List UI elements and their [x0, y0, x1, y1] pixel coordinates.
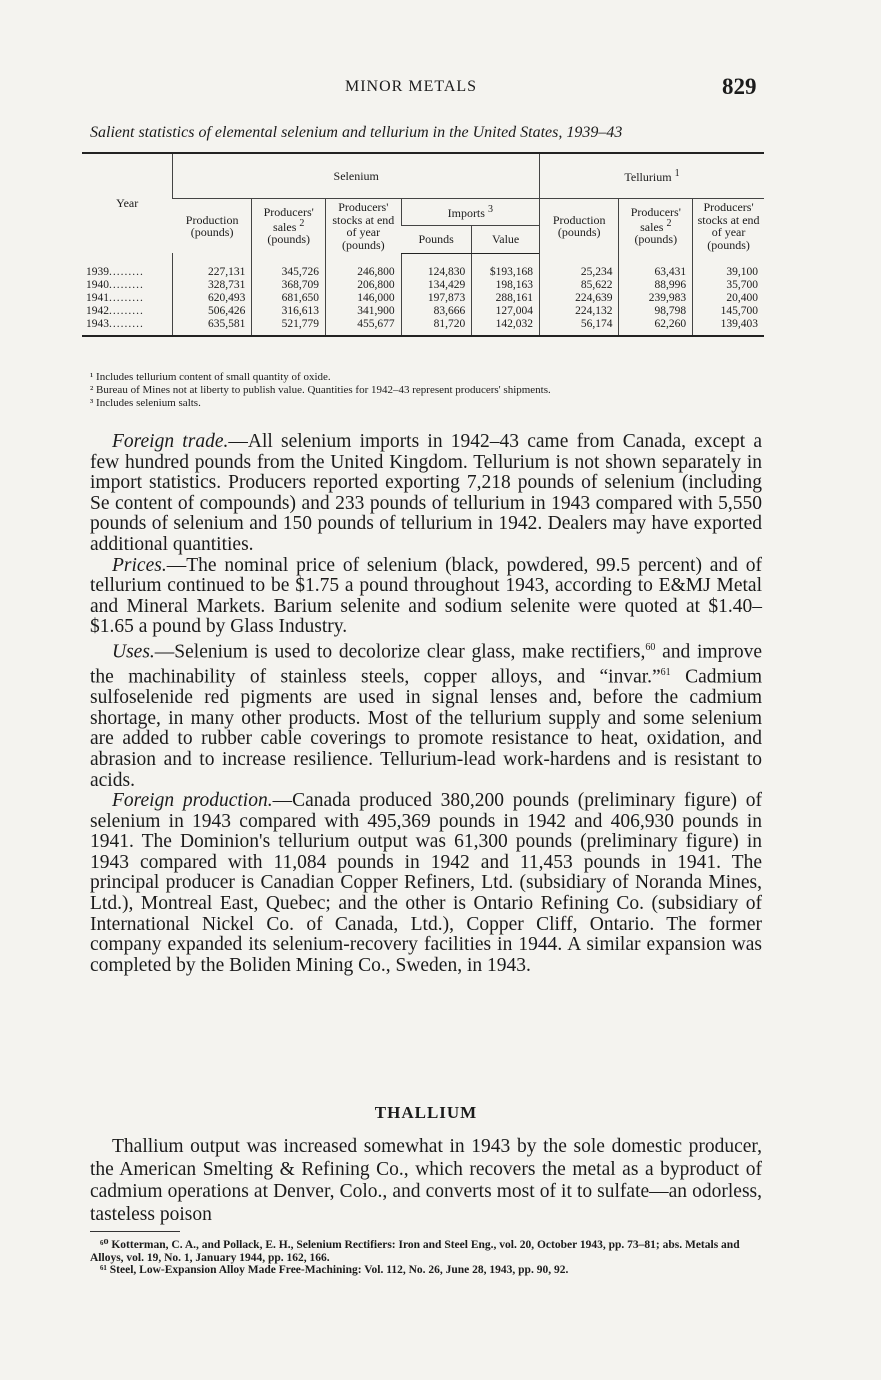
paragraph-foreign-production: Foreign production.—Canada produced 380,200 pounds (preliminary figure) of selenium in 1943 compared with 495,369 pounds in 1942 and 406,930 pounds in 1941. The Dominion's tellurium output was 61,300 pounds (preliminary figure) in 1943 compared with 11,084 pounds in 1942 and 11,453 pounds in 1941. The principal producer is Canadian Copper Refiners, Ltd. (subsidiary of Noranda Mines, Ltd.), Montreal East, Quebec; and the other is Ontario Refining Co. (subsidiary of International Nickel Co. of Canada, Ltd.), Copper Cliff, Ontario. The former company expanded its selenium-recovery facilities in 1944. A similar expansion was completed by the Boliden Mining Co., Sweden, in 1943. [90, 790, 762, 976]
col-year: Year [82, 153, 173, 253]
group-tellurium: Tellurium $^1$ [539, 153, 764, 199]
page-footnotes [90, 1239, 770, 1277]
table-row: 1941......... 620,493 681,650 146,000 197,873 288,161 224,639 239,983 20,400 [82, 292, 764, 305]
col-imports-value: Value [472, 226, 540, 253]
col-te-sales: Producers' sales $^2$ (pounds) [619, 199, 693, 254]
running-head: MINOR METALS [345, 78, 478, 95]
table-footnote: ³ Includes selenium salts. [90, 397, 201, 409]
footnote-rule [90, 1231, 180, 1232]
paragraph-foreign-trade: Foreign trade.—All selenium imports in 1942–43 came from Canada, except a few hundred pounds from the United Kingdom. Tellurium is not shown separately in import statistics. Producers reported exporting 7,218 pounds of selenium (including Se content of compounds) and 233 pounds of tellurium in 1943 compared with 5,550 pounds of selenium and 150 pounds of tellurium in 1942. Dealers may have exported additional quantities. [90, 431, 763, 555]
paragraph-prices: Prices.—The nominal price of selenium (black, powdered, 99.5 percent) and of tellurium continued to be $1.75 a pound throughout 1943, according to E&MJ Metal and Mineral Markets. Barium selenite and sodium selenite were quoted at $1.40–$1.65 a pound by Glass Industry. [90, 554, 762, 638]
statistics-table [82, 152, 764, 337]
table-footnote: ² Bureau of Mines not at liberty to publish value. Quantities for 1942–43 represent producers' shipments. [90, 384, 551, 396]
page-number: 829 [722, 74, 757, 99]
footnote-ref: 61 [660, 667, 671, 679]
table-caption: Salient statistics of elemental selenium and tellurium in the United States, 1939–43 [90, 124, 623, 141]
group-selenium: Selenium [173, 153, 540, 199]
table-footnotes [90, 371, 770, 410]
body-text [90, 432, 762, 976]
col-se-production: Production (pounds) [185, 212, 239, 240]
table-footnote: ¹ Includes tellurium content of small quantity of oxide. [90, 371, 331, 383]
section-heading-thallium: THALLIUM [374, 1103, 478, 1122]
col-se-sales: Producers' sales $^2$ (pounds) [252, 199, 326, 254]
footnote-ref: 60 [645, 641, 656, 653]
paragraph-thallium: Thallium output was increased somewhat in 1943 by the sole domestic producer, the American Smelting & Refining Co., which recovers the metal as a byproduct of cadmium operations at Denver, Colo., and converts most of it to sulfate—an odorless, tasteless poison [90, 1136, 762, 1225]
page-footnote: ⁶⁰ Kotterman, C. A., and Pollack, E. H., Selenium Rectifiers: Iron and Steel Eng., vol. 20, October 1943, pp. 73–81; abs. Metals and Alloys, vol. 19, No. 1, January 1944, pp. 162, 166. [90, 1239, 740, 1264]
col-te-stocks: Producers' stocks at end of year (pounds) [693, 199, 764, 254]
col-imports-pounds: Pounds [401, 226, 472, 253]
table-row: 1942......... 506,426 316,613 341,900 83,666 127,004 224,132 98,798 145,700 [82, 305, 764, 318]
thallium-text [90, 1136, 762, 1226]
page-footnote: ⁶¹ Steel, Low-Expansion Alloy Made Free-Machining: Vol. 112, No. 26, June 28, 1943, pp. 90, 92. [100, 1264, 569, 1276]
table-row: 1939......... 227,131 345,726 246,800 124,830 $193,168 25,234 63,431 39,100 [82, 253, 764, 279]
paragraph-uses: Uses.—Selenium is used to decolorize clear glass, make rectifiers,$^{60}$ and improve the machinability of stainless steels, copper alloys, and “invar.”$^{61}$ Cadmium sulfoselenide red pigments are used in signal lenses and, before the cadmium shortage, in many other products. Most of the tellurium supply and some selenium are added to rubber cable coverings to promote resistance to heat, oxidation, and abrasion and to increase resilience. Tellurium-lead work-hardens and is resistant to acids. [90, 641, 762, 791]
col-te-production: Production (pounds) [539, 199, 618, 254]
col-se-stocks: Producers' stocks at end of year (pounds) [326, 199, 402, 254]
table-row: 1943......... 635,581 521,779 455,677 81,720 142,032 56,174 62,260 139,403 [82, 318, 764, 336]
col-imports: Imports $^3$ [401, 199, 539, 226]
table-row: 1940......... 328,731 368,709 206,800 134,429 198,163 85,622 88,996 35,700 [82, 279, 764, 292]
